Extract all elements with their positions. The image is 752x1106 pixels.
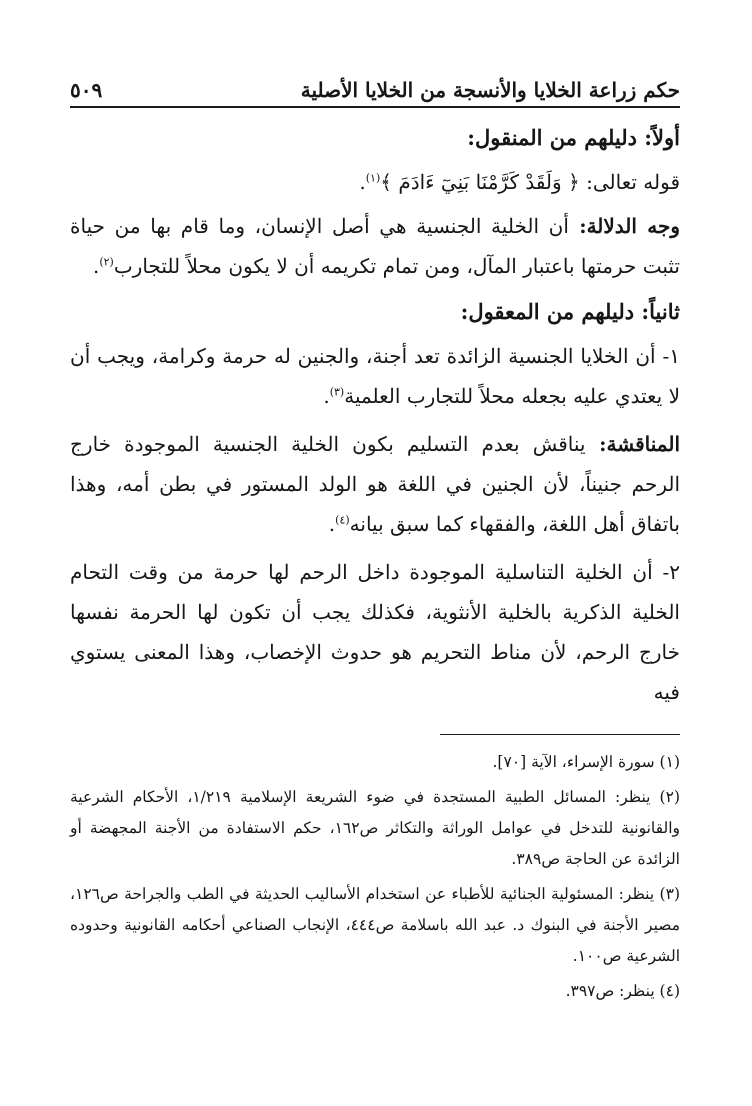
verse-intro: قوله تعالى: bbox=[579, 170, 680, 194]
main-text bbox=[70, 120, 680, 720]
footnote-separator bbox=[440, 734, 680, 735]
significance-label: وجه الدلالة: bbox=[568, 214, 680, 238]
point-1-end: . bbox=[323, 384, 330, 408]
footnote-4: (٤) ينظر: ص٣٩٧. bbox=[565, 982, 680, 1000]
discussion-text: يناقش بعدم التسليم بكون الخلية الجنسية الموجودة خارج الرحم جنيناً، لأن الجنين في اللغة هو الولد المستور في بطن أمه، وهذا باتفاق أهل اللغة، والفقهاء كما سبق بيانه bbox=[70, 432, 680, 536]
verse-paragraph bbox=[70, 162, 680, 202]
verse-end: . bbox=[359, 170, 366, 194]
running-title: حكم زراعة الخلايا والأنسجة من الخلايا الأصلية bbox=[300, 78, 680, 102]
footnote-2: (٢) ينظر: المسائل الطبية المستجدة في ضوء الشريعة الإسلامية ١/٢١٩، الأحكام الشرعية والقانونية للتدخل في عوامل الوراثة والتكاثر ص١٦٢، حكم الاستفادة من الأجنة المجهضة أو الزائدة عن الحاجة ص٣٨٩. bbox=[70, 788, 680, 868]
point-1-text: ١- أن الخلايا الجنسية الزائدة تعد أجنة، والجنين له حرمة وكرامة، ويجب أن لا يعتدي عليه بجعله محلاً للتجارب العلمية bbox=[70, 344, 680, 408]
footnote-ref-4: (٤) bbox=[335, 513, 350, 527]
section-heading-transmitted-evidence: أولاً: دليلهم من المنقول: bbox=[467, 125, 680, 150]
page-header bbox=[70, 72, 680, 108]
significance-text: أن الخلية الجنسية هي أصل الإنسان، وما قام بها من حياة تثبت حرمتها باعتبار المآل، ومن تمام تكريمه أن لا يكون محلاً للتجارب bbox=[70, 214, 680, 278]
footnote-3: (٣) ينظر: المسئولية الجنائية للأطباء عن استخدام الأساليب الحديثة في الطب والجراحة ص١٢٦، مصير الأجنة في البنوك د. عبد الله باسلامة ص٤٤٤، الإنجاب الصناعي أحكامه القانونية وحدوده الشرعية ص١٠٠. bbox=[70, 885, 680, 965]
point-2-paragraph: ٢- أن الخلية التناسلية الموجودة داخل الرحم لها حرمة من وقت التحام الخلية الذكرية بالخلية الأنثوية، فكذلك يجب أن تكون لها الحرمة نفسها خارج الرحم، لأن مناط التحريم هو حدوث الإخصاب، وهذا المعنى يستوي فيه bbox=[70, 560, 680, 704]
footnote-ref-2: (٢) bbox=[99, 255, 114, 269]
significance-paragraph bbox=[70, 206, 680, 286]
point-1-paragraph bbox=[70, 336, 680, 416]
section-heading-rational-evidence: ثانياً: دليلهم من المعقول: bbox=[460, 299, 680, 324]
discussion-paragraph bbox=[70, 424, 680, 544]
quran-verse: ﴿ وَلَقَدْ كَرَّمْنَا بَنِيٓ ءَادَمَ ﴾ bbox=[380, 170, 580, 194]
footnote-1: (١) سورة الإسراء، الآية [٧٠]. bbox=[492, 753, 680, 771]
footnote-ref-1: (١) bbox=[365, 171, 381, 185]
significance-end: . bbox=[92, 254, 100, 278]
page-number: ٥٠٩ bbox=[70, 78, 103, 102]
discussion-end: . bbox=[328, 512, 336, 536]
footnote-ref-3: (٣) bbox=[329, 385, 345, 399]
discussion-label: المناقشة: bbox=[585, 432, 681, 456]
footnotes-section bbox=[70, 734, 680, 1011]
